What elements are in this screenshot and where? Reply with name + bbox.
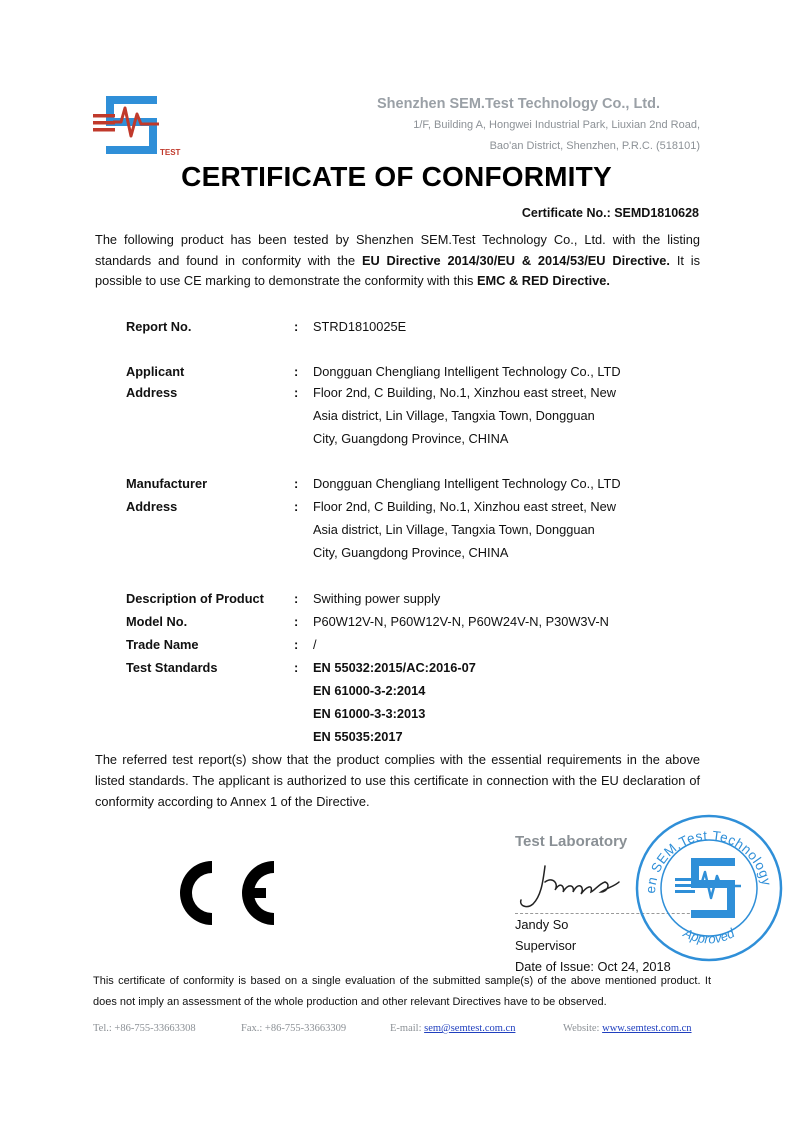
- manufacturer-value: Dongguan Chengliang Intelligent Technology Co., LTD: [313, 476, 621, 491]
- intro-text-1: The following product has been tested by Shenzhen SEM.Test Technology Co., Ltd. with the listing standards and found in conformity with the: [95, 232, 700, 268]
- standard-item: EN 61000-3-2:2014: [313, 683, 426, 698]
- report-no-value: STRD1810025E: [313, 319, 407, 334]
- address-line: Floor 2nd, C Building, No.1, Xinzhou east street, New: [313, 385, 617, 400]
- report-no-label: Report No.: [126, 319, 192, 334]
- description-label: Description of Product: [126, 591, 264, 606]
- manufacturer-address-label: Address: [126, 499, 178, 514]
- address-line: City, Guangdong Province, CHINA: [313, 431, 509, 446]
- website-link[interactable]: www.semtest.com.cn: [602, 1023, 692, 1034]
- email-link[interactable]: sem@semtest.com.cn: [424, 1023, 516, 1034]
- website-label: Website:: [563, 1023, 600, 1034]
- intro-directive: EU Directive 2014/30/EU & 2014/53/EU Directive.: [361, 252, 670, 268]
- colon: :: [294, 476, 299, 491]
- standard-item: EN 55035:2017: [313, 729, 403, 744]
- colon: :: [294, 385, 299, 400]
- test-standards-label: Test Standards: [126, 660, 218, 675]
- footer-tel: Tel.: +86-755-33663308: [93, 1023, 196, 1034]
- model-no-label: Model No.: [126, 614, 188, 629]
- stamp-text-bottom: Approved: [681, 925, 737, 947]
- signature: [515, 862, 635, 912]
- email-label: E-mail:: [390, 1023, 422, 1034]
- applicant-address-label: Address: [126, 385, 178, 400]
- trade-name-label: Trade Name: [126, 637, 199, 652]
- logo-text: TEST: [160, 148, 181, 157]
- intro-paragraph: [95, 230, 700, 292]
- standard-item: EN 61000-3-3:2013: [313, 706, 426, 721]
- colon: :: [294, 637, 299, 652]
- footer-note: This certificate of conformity is based on a single evaluation of the submitted sample(s) of the above mentioned product. It does not imply an assessment of the whole production and other relevant Directives have to be observed.: [93, 975, 711, 1008]
- signature-text: Jandy So: [515, 862, 520, 863]
- description-value: Swithing power supply: [313, 591, 441, 606]
- colon: :: [294, 591, 299, 606]
- approved-stamp: [633, 812, 785, 964]
- company-logo: [93, 94, 181, 160]
- intro-text-2: It is possible to use CE marking to demonstrate the conformity with this: [95, 252, 701, 288]
- standard-item: EN 55032:2015/AC:2016-07: [313, 660, 476, 675]
- company-name: Shenzhen SEM.Test Technology Co., Ltd.: [377, 96, 661, 112]
- company-address-line2: Bao'an District, Shenzhen, P.R.C. (518101): [489, 140, 700, 152]
- address-line: City, Guangdong Province, CHINA: [313, 545, 509, 560]
- date-of-issue: Date of Issue: Oct 24, 2018: [515, 959, 671, 974]
- address-line: Asia district, Lin Village, Tangxia Town, Dongguan: [313, 408, 595, 423]
- stamp-text-top: en SEM.Test Technology: [642, 827, 775, 894]
- colon: :: [294, 364, 299, 379]
- applicant-label: Applicant: [126, 364, 185, 379]
- footer-fax: Fax.: +86-755-33663309: [241, 1023, 347, 1034]
- company-address-line1: 1/F, Building A, Hongwei Industrial Park, Liuxian 2nd Road,: [413, 119, 700, 131]
- model-no-value: P60W12V-N, P60W12V-N, P60W24V-N, P30W3V-N: [313, 614, 609, 629]
- certificate-number: Certificate No.: SEMD1810628: [521, 206, 699, 220]
- applicant-value: Dongguan Chengliang Intelligent Technology Co., LTD: [313, 364, 621, 379]
- ce-mark: [166, 853, 276, 933]
- signatory-position: Supervisor: [515, 938, 577, 953]
- svg-text:Approved: [680, 925, 737, 947]
- footer-website: [563, 1023, 692, 1034]
- referred-paragraph: The referred test report(s) show that the product complies with the essential requirements in the above listed standards. The applicant is authorized to use this certificate in connection with the EU declaration of conformity according to Annex 1 of the Directive.: [95, 752, 700, 809]
- colon: :: [294, 499, 299, 514]
- applicant-address-value: [313, 381, 616, 450]
- signatory-name: Jandy So: [515, 917, 569, 932]
- manufacturer-address-value: [313, 495, 616, 564]
- address-line: Asia district, Lin Village, Tangxia Town, Dongguan: [313, 522, 595, 537]
- colon: :: [294, 614, 299, 629]
- intro-directive-2: EMC & RED Directive.: [476, 273, 610, 288]
- colon: :: [294, 660, 299, 675]
- trade-name-value: /: [313, 637, 317, 652]
- document-title: CERTIFICATE OF CONFORMITY: [181, 161, 612, 192]
- test-standards-list: [313, 656, 476, 748]
- address-line: Floor 2nd, C Building, No.1, Xinzhou east street, New: [313, 499, 617, 514]
- footer-email: [390, 1023, 515, 1034]
- colon: :: [294, 319, 299, 334]
- test-laboratory-title: Test Laboratory: [515, 833, 628, 850]
- manufacturer-label: Manufacturer: [126, 476, 208, 491]
